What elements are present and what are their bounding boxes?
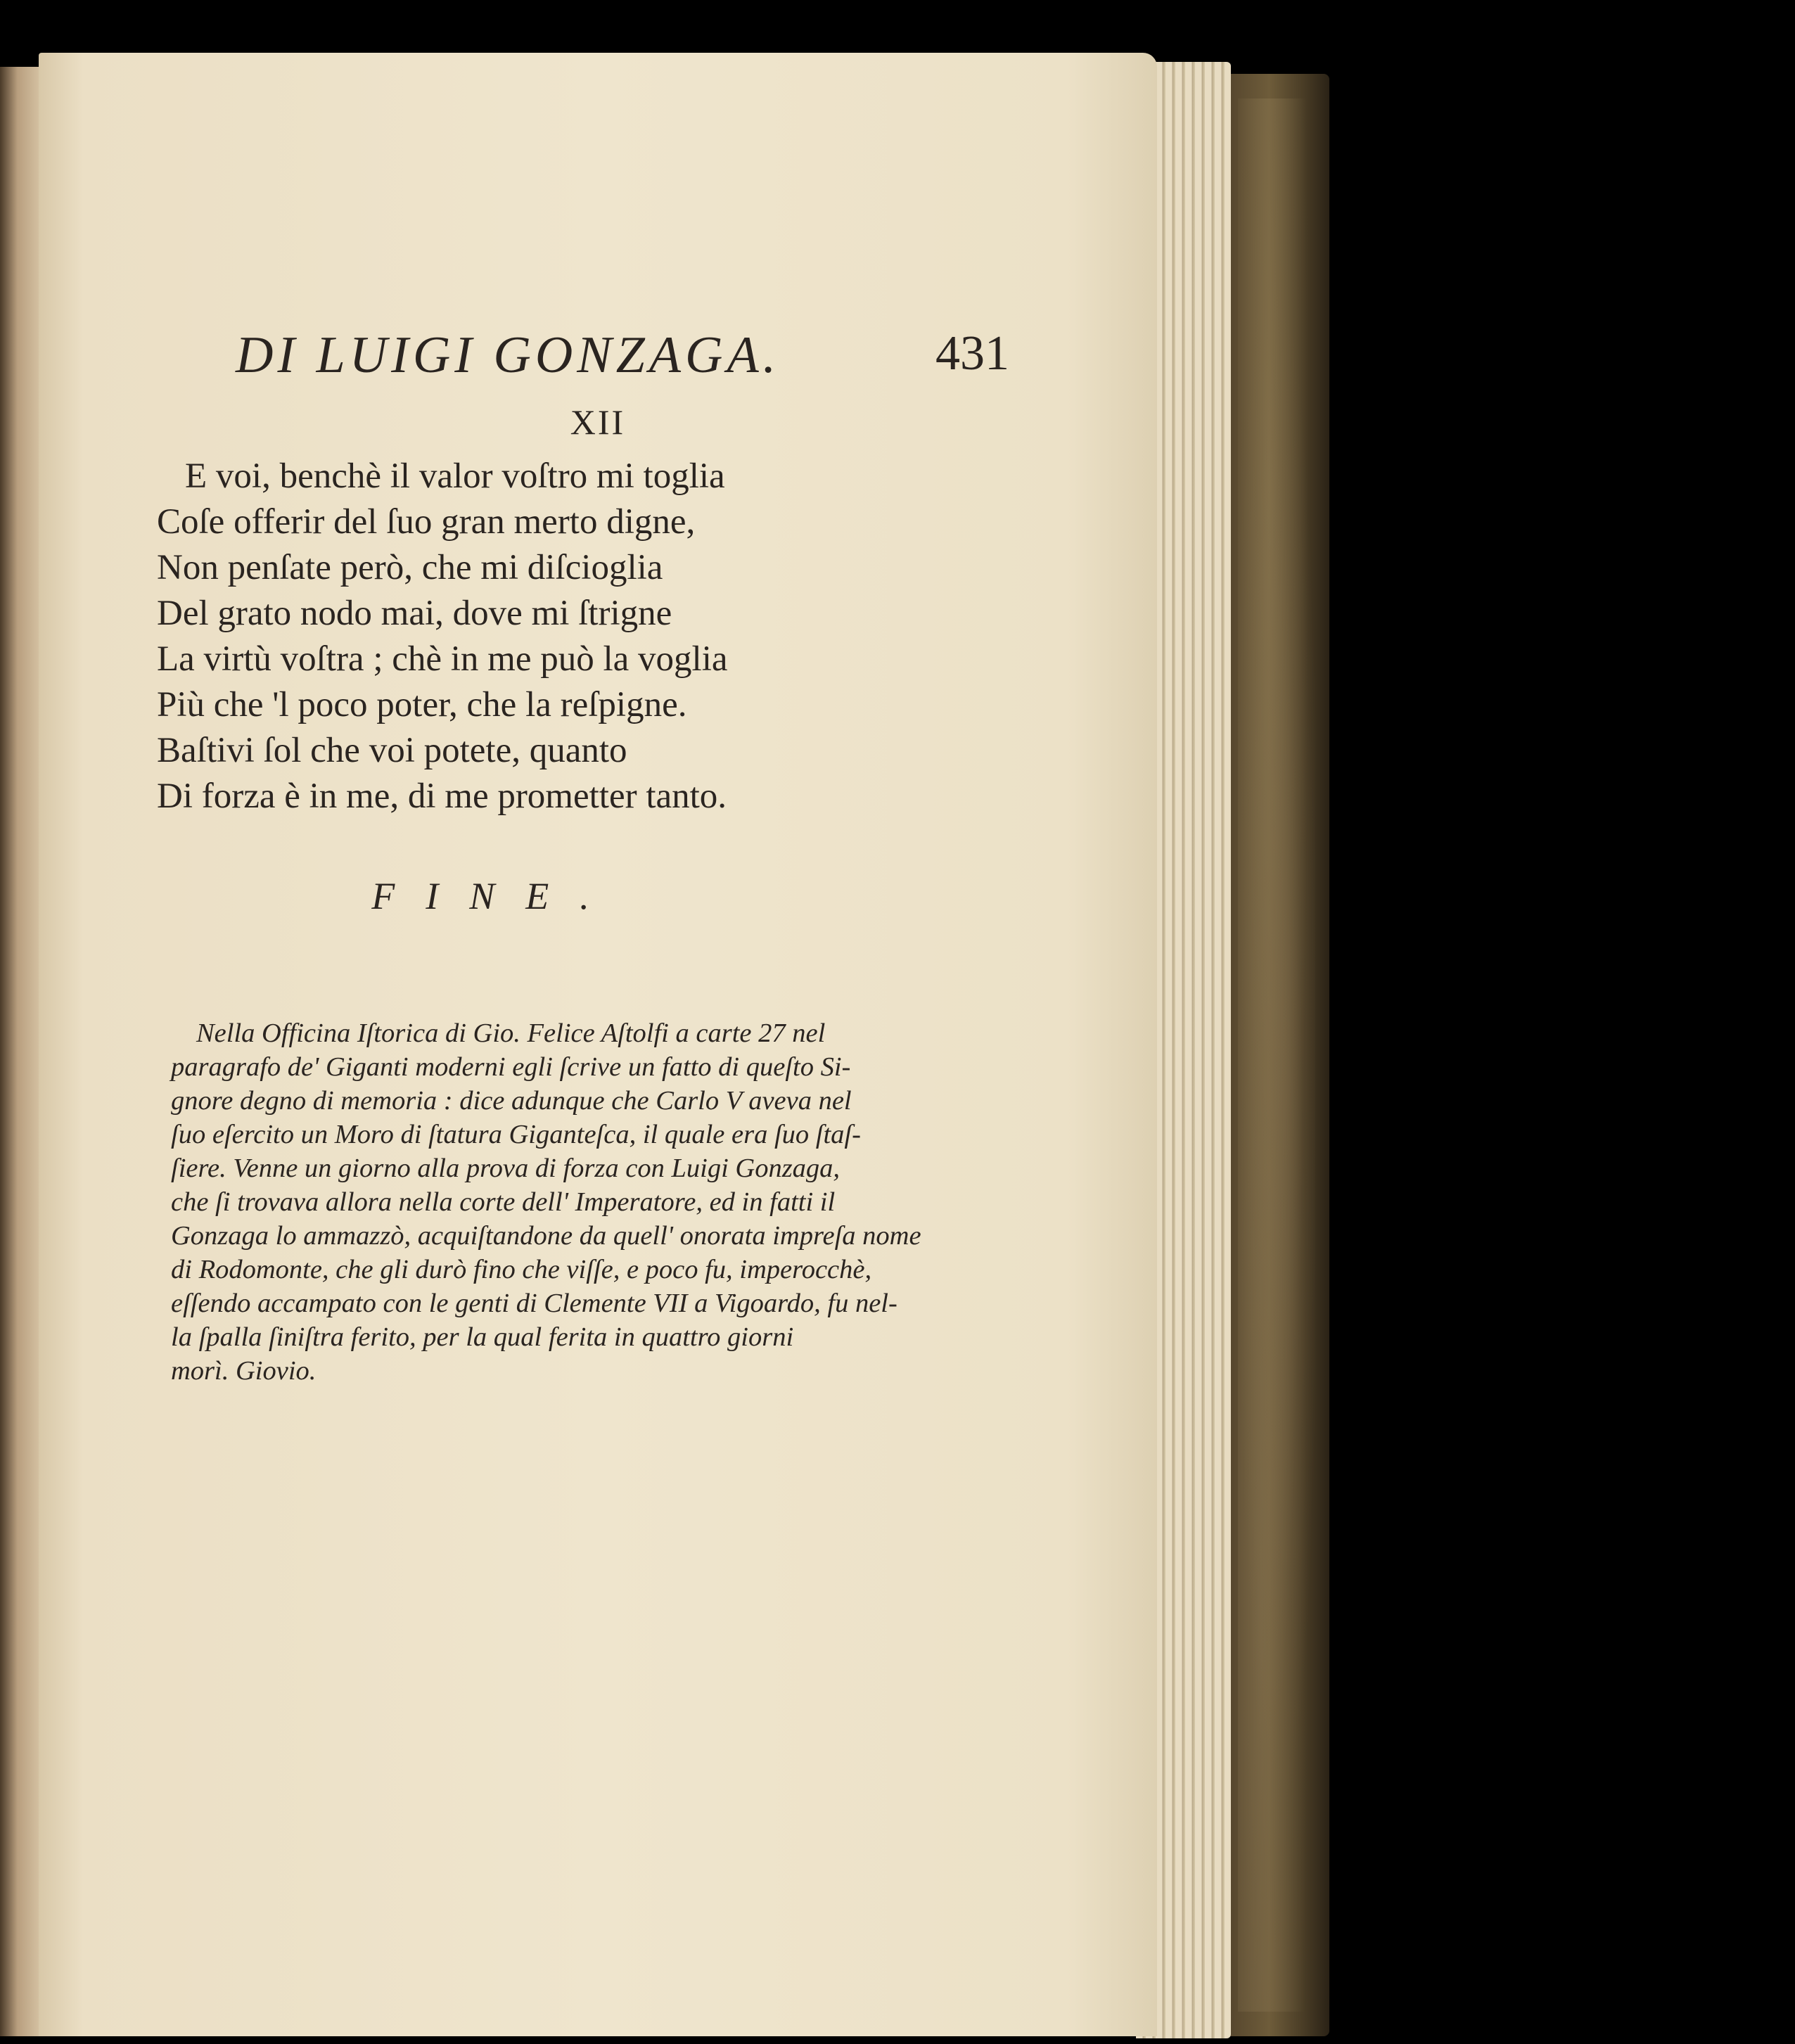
note-line: eſſendo accampato con le genti di Clemente VII a Vigoardo, fu nel-: [171, 1289, 898, 1318]
verse-line: Coſe offerir del ſuo gran merto digne,: [157, 502, 696, 542]
page-header: [236, 326, 1009, 389]
verse-line: Non penſate però, che mi diſcioglia: [157, 548, 663, 587]
note-line: Nella Officina Iſtorica di Gio. Felice Aſtolfi a carte 27 nel: [196, 1018, 826, 1048]
note-line: ſiere. Venne un giorno alla prova di forza con Luigi Gonzaga,: [171, 1154, 841, 1183]
verse-line: Più che 'l poco poter, che la reſpigne.: [157, 685, 687, 724]
footnote: [171, 1016, 1005, 1388]
verse-stanza: [157, 454, 1001, 819]
stanza-number: XII: [570, 402, 626, 442]
note-line: ſuo eſercito un Moro di ſtatura Giganteſca, il quale era ſuo ſtaſ-: [171, 1120, 861, 1149]
note-line: morì. Giovio.: [171, 1356, 317, 1386]
verse-line: Del grato nodo mai, dove mi ſtrigne: [157, 594, 672, 633]
running-head: DI LUIGI GONZAGA.: [236, 326, 781, 384]
cover-texture: [1238, 98, 1315, 2012]
note-line: paragrafo de' Giganti moderni egli ſcrive un fatto di queſto Si-: [171, 1052, 851, 1082]
note-line: la ſpalla ſiniſtra ferito, per la qual ferita in quattro giorni: [171, 1322, 794, 1352]
book-page: [39, 53, 1157, 2036]
page-number: 431: [935, 326, 1009, 381]
note-line: gnore degno di memoria : dice adunque che Carlo V aveva nel: [171, 1086, 852, 1116]
note-line: che ſi trovava allora nella corte dell' Imperatore, ed in fatti il: [171, 1187, 836, 1217]
fine-heading: FINE.: [371, 875, 620, 917]
verse-line: La virtù voſtra ; chè in me può la voglia: [157, 639, 728, 679]
verse-line: Baſtivi ſol che voi potete, quanto: [157, 731, 627, 770]
verse-line: E voi, benchè il valor voſtro mi toglia: [185, 456, 725, 496]
facing-page-edge: [0, 67, 44, 2036]
note-line: di Rodomonte, che gli durò fino che viſſe, e poco fu, imperocchè,: [171, 1255, 872, 1284]
verse-line: Di forza è in me, di me prometter tanto.: [157, 777, 727, 816]
note-line: Gonzaga lo ammazzò, acquiſtandone da quell' onorata impreſa nome: [171, 1221, 921, 1251]
